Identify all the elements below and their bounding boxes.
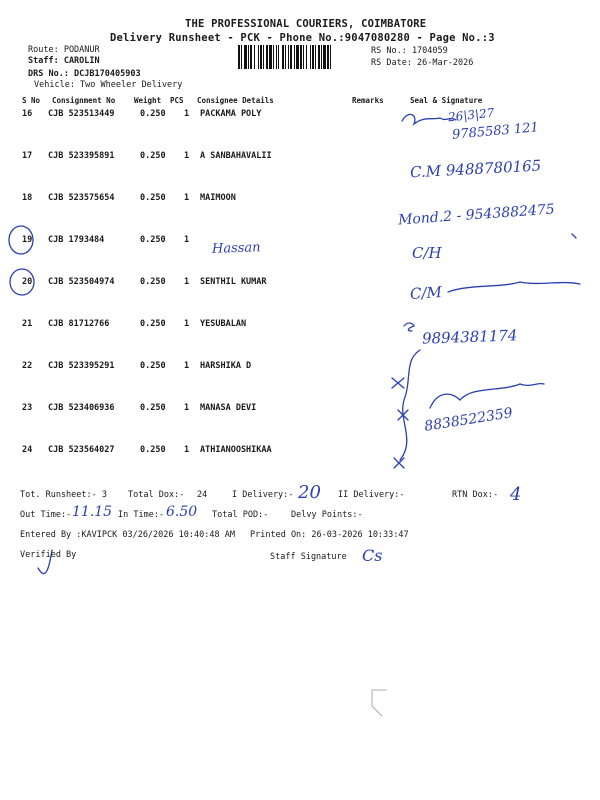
i-delivery-label: I Delivery:-	[232, 490, 294, 500]
route-label: Route: PODANUR	[28, 45, 100, 55]
row-weight: 0.250	[140, 193, 166, 203]
row-consignment: CJB 523575654	[48, 193, 115, 203]
out-time-label: Out Time:-	[20, 510, 72, 520]
col-pcs: PCS	[170, 96, 184, 105]
col-sno: S No	[22, 96, 41, 105]
handwritten-signature: C/M	[409, 282, 443, 304]
col-remarks: Remarks	[352, 96, 384, 105]
handwritten-note: C.M 9488780165	[409, 156, 542, 182]
row-consignment: CJB 523504974	[48, 277, 115, 287]
row-consignee: ATHIANOOSHIKAA	[200, 445, 272, 455]
faint-mark	[372, 690, 386, 716]
handwritten-phone: 9894381174	[421, 326, 518, 348]
handwritten-rtn-count: 4	[510, 484, 522, 505]
row-sno: 21	[22, 319, 33, 329]
staff-label: Staff: CAROLIN	[28, 56, 100, 66]
handwritten-name: Hassan	[211, 240, 261, 257]
handwritten-note: Mond.2 - 9543882475	[397, 201, 556, 229]
row-sno: 17	[22, 151, 33, 161]
rs-date: RS Date: 26-Mar-2026	[371, 58, 474, 68]
rs-number: RS No.: 1704059	[371, 46, 448, 56]
row-consignee: PACKAMA POLY	[200, 109, 262, 119]
ii-delivery-label: II Delivery:-	[338, 490, 405, 500]
handwritten-in-time: 6.50	[166, 504, 198, 520]
row-pcs: 1	[184, 403, 190, 413]
row-consignee: YESUBALAN	[200, 319, 247, 329]
handwritten-delivery-count: 20	[298, 482, 321, 503]
rtn-dox-label: RTN Dox:-	[452, 490, 499, 500]
barcode	[238, 45, 366, 69]
row-consignment: CJB 523513449	[48, 109, 115, 119]
total-pod-label: Total POD:-	[212, 510, 269, 520]
table-row	[0, 277, 600, 319]
staff-signature-ink: Cs	[362, 546, 383, 565]
row-weight: 0.250	[140, 151, 166, 161]
row-weight: 0.250	[140, 403, 166, 413]
row-consignment: CJB 523564027	[48, 445, 115, 455]
row-sno: 20	[22, 277, 33, 287]
total-dox-value: 24	[197, 490, 208, 500]
col-weight: Weight	[134, 96, 162, 105]
row-weight: 0.250	[140, 445, 166, 455]
handwritten-signature: C/H	[412, 244, 442, 262]
row-consignment: CJB 523395891	[48, 151, 115, 161]
handwritten-date: 26|3|27	[447, 105, 495, 125]
row-pcs: 1	[184, 109, 190, 119]
row-pcs: 1	[184, 277, 190, 287]
row-consignment: CJB 1793484	[48, 235, 105, 245]
row-consignment: CJB 523395291	[48, 361, 115, 371]
row-weight: 0.250	[140, 109, 166, 119]
entered-by: Entered By :KAVIPCK 03/26/2026 10:40:48 AM	[20, 530, 235, 540]
col-consignment: Consignment No	[52, 96, 116, 105]
table-row	[0, 235, 600, 277]
printed-on: Printed On: 26-03-2026 10:33:47	[250, 530, 409, 540]
row-pcs: 1	[184, 235, 190, 245]
in-time-label: In Time:-	[118, 510, 165, 520]
tot-runsheet: Tot. Runsheet:- 3	[20, 490, 107, 500]
row-sno: 23	[22, 403, 33, 413]
drs-number: DRS No.: DCJB170405903	[28, 69, 141, 79]
row-consignee: A SANBAHAVALII	[200, 151, 272, 161]
row-sno: 18	[22, 193, 33, 203]
verified-by-label: Verified By	[20, 550, 77, 560]
row-sno: 24	[22, 445, 33, 455]
row-consignment: CJB 523406936	[48, 403, 115, 413]
handwritten-phone: 9785583 121	[451, 120, 540, 143]
row-sno: 16	[22, 109, 33, 119]
row-weight: 0.250	[140, 277, 166, 287]
col-consignee: Consignee Details	[197, 96, 274, 105]
row-weight: 0.250	[140, 319, 166, 329]
row-consignment: CJB 81712766	[48, 319, 110, 329]
row-sno: 19	[22, 235, 33, 245]
table-row	[0, 445, 600, 487]
row-pcs: 1	[184, 445, 190, 455]
delvy-points-label: Delvy Points:-	[291, 510, 363, 520]
total-dox-label: Total Dox:-	[128, 490, 185, 500]
row-pcs: 1	[184, 319, 190, 329]
company-title: THE PROFESSIONAL COURIERS, COIMBATORE	[185, 18, 427, 30]
runsheet-title: Delivery Runsheet - PCK - Phone No.:9047080280 - Page No.:3	[110, 32, 495, 44]
table-row	[0, 361, 600, 403]
row-weight: 0.250	[140, 235, 166, 245]
handwritten-out-time: 11.15	[72, 504, 113, 520]
row-consignee: MANASA DEVI	[200, 403, 257, 413]
staff-signature-label: Staff Signature	[270, 552, 347, 562]
handwritten-phone: 8838522359	[423, 405, 514, 435]
row-consignee: SENTHIL KUMAR	[200, 277, 267, 287]
row-pcs: 1	[184, 361, 190, 371]
row-pcs: 1	[184, 151, 190, 161]
row-weight: 0.250	[140, 361, 166, 371]
vehicle-label: Vehicle: Two Wheeler Delivery	[34, 80, 183, 90]
row-pcs: 1	[184, 193, 190, 203]
row-consignee: MAIMOON	[200, 193, 236, 203]
col-seal-signature: Seal & Signature	[410, 96, 483, 105]
row-sno: 22	[22, 361, 33, 371]
row-consignee: HARSHIKA D	[200, 361, 252, 371]
